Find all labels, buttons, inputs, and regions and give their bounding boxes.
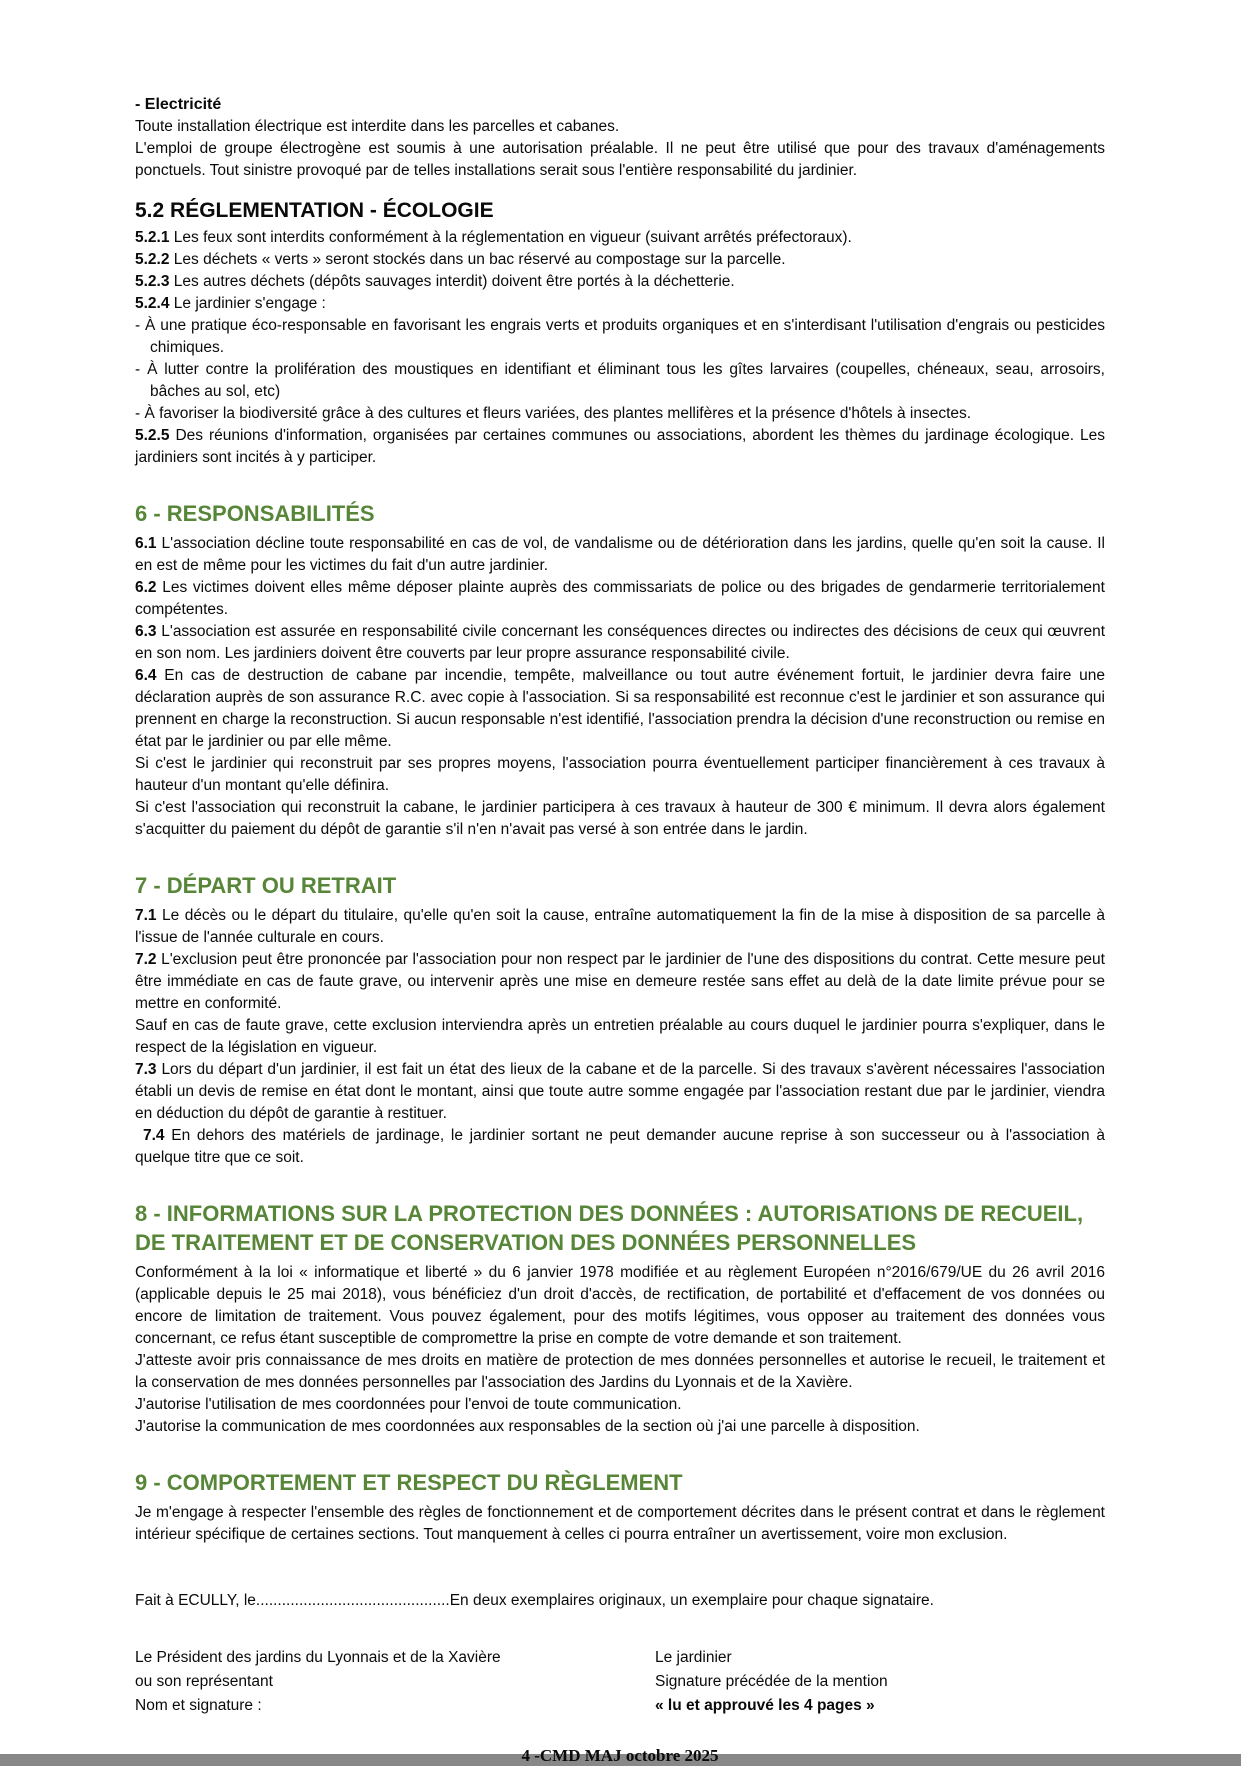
clause-number: 7.2 [135, 951, 157, 968]
paragraph: Conformément à la loi « informatique et liberté » du 6 janvier 1978 modifiée et au règlement Européen n°2016/679/UE du 26 avril 2016 (applicable depuis le 25 mai 2018), vous bénéficiez d'un droit d'accès, de rectification, de portabilité et d'effacement de vos données ou encore de limitation de traitement. Vous pouvez également, pour des motifs légitimes, vous opposer au traitement des données vous concernant, ce refus étant susceptible de compromettre la prise en compte de votre demande et son traitement. [135, 1264, 1105, 1347]
clause-71 [135, 905, 1105, 949]
clause-text: Les autres déchets (dépôts sauvages interdit) doivent être portés à la déchetterie. [173, 273, 735, 290]
clause-text: Les déchets « verts » seront stockés dans un bac réservé au compostage sur la parcelle. [173, 251, 786, 268]
signature-line: Le jardinier [655, 1649, 732, 1666]
bullet-text: À favoriser la biodiversité grâce à des cultures et fleurs variées, des plantes mellifères et la présence d'hôtels à insectes. [144, 405, 972, 422]
clause-text: L'association décline toute responsabilité en cas de vol, de vandalisme ou de détérioration dans les jardins, quelle qu'en soit la cause. Il en est de même pour les victimes du fait d'un autre jardinier. [135, 535, 1105, 574]
page-footer: 4 -CMD MAJ octobre 2025 [521, 1746, 719, 1765]
clause-63 [135, 621, 1105, 665]
clause-text: Les feux sont interdits conformément à la réglementation en vigueur (suivant arrêtés préfectoraux). [173, 229, 852, 246]
clause-number: 6.1 [135, 535, 157, 552]
list-item [135, 359, 1105, 403]
paragraph: J'atteste avoir pris connaissance de mes droits en matière de protection de mes données personnelles et autorise le recueil, le traitement et la conservation de mes données personnelles par l'association des Jardins du Lyonnais et de la Xavière. [135, 1352, 1105, 1391]
paragraph: J'autorise l'utilisation de mes coordonnées pour l'envoi de toute communication. [135, 1396, 682, 1413]
clause-522 [135, 249, 1105, 271]
clause-521 [135, 227, 1105, 249]
bullet-dash-icon: - [135, 405, 141, 422]
section-6-heading: 6 - RESPONSABILITÉS [135, 501, 375, 526]
signature-jardinier [655, 1646, 1105, 1718]
signature-line: Signature précédée de la mention [655, 1673, 888, 1690]
clause-number: 6.4 [135, 667, 157, 684]
clause-number: 7.1 [135, 907, 157, 924]
clause-text: L'exclusion peut être prononcée par l'association pour non respect par le jardinier de l'une des dispositions du contrat. Cette mesure peut être immédiate en cas de faute grave, ou intervenir après une mise en demeure restée sans effet au delà de la date limite prévue pour se mettre en conformité. [135, 951, 1105, 1012]
clause-74 [135, 1125, 1105, 1169]
fait-a-line: Fait à ECULLY, le.............................................En deux exemplaires originaux, un exemplaire pour chaque signataire. [135, 1592, 934, 1609]
list-item [135, 403, 1105, 425]
paragraph: Je m'engage à respecter l'ensemble des règles de fonctionnement et de comportement décrites dans le présent contrat et dans le règlement intérieur spécifique de certaines sections. Tout manquement à celles ci pourra entraîner un avertissement, voire mon exclusion. [135, 1504, 1105, 1543]
clause-525 [135, 425, 1105, 469]
section-9-heading: 9 - COMPORTEMENT ET RESPECT DU RÈGLEMENT [135, 1470, 683, 1495]
clause-523 [135, 271, 1105, 293]
electricite-heading: - Electricité [135, 96, 222, 113]
signature-line: ou son représentant [135, 1673, 273, 1690]
signature-line: Nom et signature : [135, 1697, 262, 1714]
clause-number: 5.2.4 [135, 295, 170, 312]
paragraph: Si c'est le jardinier qui reconstruit par ses propres moyens, l'association pourra éventuellement participer financièrement à ces travaux à hauteur d'un montant qu'elle définira. [135, 755, 1105, 794]
list-item [135, 315, 1105, 359]
clause-72 [135, 949, 1105, 1015]
clause-text: L'association est assurée en responsabilité civile concernant les conséquences directes ou indirectes des décisions de ceux qui œuvrent en son nom. Les jardiniers doivent être couverts par leur propre assurance responsabilité civile. [135, 623, 1105, 662]
signature-block [135, 1646, 1105, 1718]
paragraph: Toute installation électrique est interdite dans les parcelles et cabanes. [135, 118, 620, 135]
clause-number: 5.2.5 [135, 427, 170, 444]
clause-64 [135, 665, 1105, 753]
clause-number: 7.3 [135, 1061, 157, 1078]
bullet-text: À une pratique éco-responsable en favorisant les engrais verts et produits organiques et en s'interdisant l'utilisation d'engrais ou pesticides chimiques. [145, 317, 1105, 356]
bullet-dash-icon: - [135, 317, 141, 334]
paragraph: Sauf en cas de faute grave, cette exclusion interviendra après un entretien préalable au cours duquel le jardinier pourra s'expliquer, dans le respect de la législation en vigueur. [135, 1017, 1105, 1056]
clause-text: Des réunions d'information, organisées par certaines communes ou associations, abordent les thèmes du jardinage écologique. Les jardiniers sont incités à y participer. [135, 427, 1105, 466]
clause-text: En dehors des matériels de jardinage, le jardinier sortant ne peut demander aucune reprise à son successeur ou à l'association à quelque titre que ce soit. [135, 1127, 1105, 1166]
paragraph: J'autorise la communication de mes coordonnées aux responsables de la section où j'ai une parcelle à disposition. [135, 1418, 920, 1435]
clause-text: Le jardinier s'engage : [173, 295, 326, 312]
clause-73 [135, 1059, 1105, 1125]
clause-text: En cas de destruction de cabane par incendie, tempête, malveillance ou tout autre événement fortuit, le jardinier devra faire une déclaration auprès de son assurance R.C. avec copie à l'association. Si sa responsabilité est reconnue c'est le jardinier et son assurance qui prennent en charge la reconstruction. Si aucun responsable n'est identifié, l'association prendra la décision d'une reconstruction ou remise en état par le jardinier ou par elle même. [135, 667, 1105, 750]
clause-number: 6.2 [135, 579, 157, 596]
signature-president [135, 1646, 655, 1718]
clause-number: 5.2.1 [135, 229, 170, 246]
clause-number: 5.2.3 [135, 273, 170, 290]
signature-mention: « lu et approuvé les 4 pages » [655, 1697, 875, 1714]
clause-number: 5.2.2 [135, 251, 170, 268]
bullet-dash-icon: - [135, 361, 141, 378]
paragraph: Si c'est l'association qui reconstruit la cabane, le jardinier participera à ces travaux à hauteur de 300 € minimum. Il devra alors également s'acquitter du paiement du dépôt de garantie s'il n'en n'avait pas versé à son entrée dans le jardin. [135, 799, 1105, 838]
bullet-text: À lutter contre la prolifération des moustiques en identifiant et éliminant tous les gîtes larvaires (coupelles, chéneaux, seau, arrosoirs, bâches au sol, etc) [147, 361, 1105, 400]
clause-number: 7.4 [143, 1127, 165, 1144]
signature-line: Le Président des jardins du Lyonnais et de la Xavière [135, 1649, 501, 1666]
clause-61 [135, 533, 1105, 577]
clause-number: 6.3 [135, 623, 157, 640]
paragraph: L'emploi de groupe électrogène est soumis à une autorisation préalable. Il ne peut être utilisé que pour des travaux d'aménagements ponctuels. Tout sinistre provoqué par de telles installations serait sous l'entière responsabilité du jardinier. [135, 140, 1105, 179]
clause-text: Le décès ou le départ du titulaire, qu'elle qu'en soit la cause, entraîne automatiquement la fin de la mise à disposition de sa parcelle à l'issue de l'année culturale en cours. [135, 907, 1106, 946]
section-52-heading: 5.2 RÉGLEMENTATION - ÉCOLOGIE [135, 199, 494, 222]
section-7-heading: 7 - DÉPART OU RETRAIT [135, 873, 397, 898]
clause-524 [135, 293, 1105, 315]
clause-text: Lors du départ d'un jardinier, il est fait un état des lieux de la cabane et de la parcelle. Si des travaux s'avèrent nécessaires l'association établi un devis de remise en état dont le montant, ainsi que toute autre somme engagée par l'association restant due par le jardinier, viendra en déduction du dépôt de garantie à restituer. [135, 1061, 1105, 1122]
clause-text: Les victimes doivent elles même déposer plainte auprès des commissariats de police ou des brigades de gendarmerie territorialement compétentes. [135, 579, 1105, 618]
clause-62 [135, 577, 1105, 621]
section-8-heading: 8 - INFORMATIONS SUR LA PROTECTION DES DONNÉES : AUTORISATIONS DE RECUEIL, DE TRAITEMENT ET DE CONSERVATION DES DONNÉES PERSONNELLES [135, 1201, 1084, 1255]
